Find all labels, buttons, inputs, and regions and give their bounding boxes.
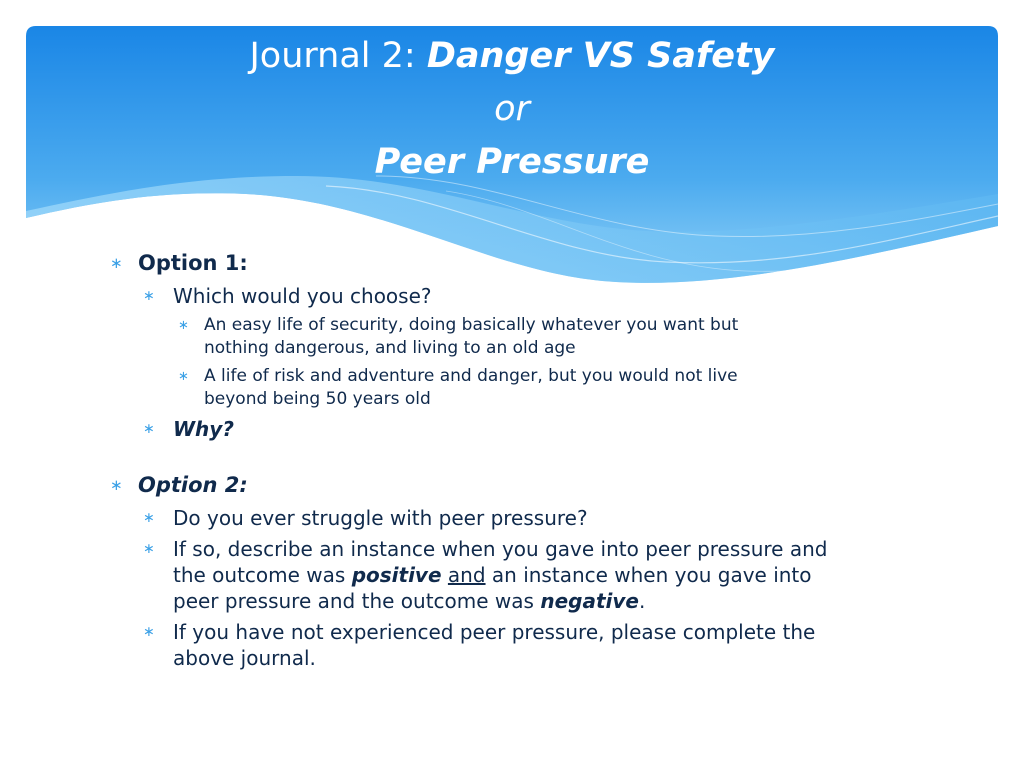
bullet-asterisk-icon: ∗ (143, 288, 155, 304)
q3-line-2: above journal. (173, 646, 316, 670)
choice-a-line-2: nothing dangerous, and living to an old age (204, 338, 576, 358)
title-line-1 (26, 30, 998, 83)
choice-b-line-2: beyond being 50 years old (204, 389, 431, 409)
bullet-asterisk-icon: ∗ (143, 421, 155, 437)
bullet-asterisk-icon: ∗ (110, 476, 123, 494)
why-text: Why? (173, 417, 234, 441)
q2-period: . (638, 589, 646, 613)
title-prefix: Journal 2: (249, 36, 427, 76)
bullet-asterisk-icon: ∗ (143, 624, 155, 640)
option-1-choice-a (108, 314, 928, 360)
title-main: Danger VS Safety (426, 36, 775, 76)
bullet-asterisk-icon: ∗ (178, 318, 189, 333)
choice-b-line-1: A life of risk and adventure and danger, but you would not live (204, 366, 738, 386)
title-or: or (494, 89, 530, 129)
q2-line-2a: the outcome was (173, 563, 352, 587)
option-2-question-3 (108, 619, 928, 671)
option-2-label: Option 2: (138, 473, 248, 497)
option-1-choice-b (108, 365, 928, 411)
spacer (108, 442, 928, 470)
q2-negative: negative (540, 589, 639, 613)
option-2-q1-text: Do you ever struggle with peer pressure? (173, 506, 588, 530)
q2-and: and (447, 563, 486, 587)
option-2 (108, 470, 928, 500)
option-1-question-text: Which would you choose? (173, 284, 432, 308)
q2-line-2b: an instance when you gave into (485, 563, 812, 587)
title-subtitle: Peer Pressure (374, 142, 650, 182)
q3-line-1: If you have not experienced peer pressure, please complete the (173, 620, 816, 644)
option-1-why (108, 416, 928, 442)
bullet-asterisk-icon: ∗ (143, 541, 155, 557)
bullet-asterisk-icon: ∗ (143, 510, 155, 526)
option-1 (108, 248, 928, 278)
q2-line-1: If so, describe an instance when you gave into peer pressure and (173, 537, 828, 561)
q2-positive: positive (351, 563, 442, 587)
option-1-question (108, 283, 928, 309)
slide-title (26, 30, 998, 189)
option-1-label: Option 1: (138, 251, 248, 275)
bullet-asterisk-icon: ∗ (110, 254, 123, 272)
option-2-question-2 (108, 536, 928, 614)
q2-line-3a: peer pressure and the outcome was (173, 589, 541, 613)
option-2-question-1 (108, 505, 928, 531)
choice-a-line-1: An easy life of security, doing basically whatever you want but (204, 315, 739, 335)
slide-body (108, 248, 928, 671)
bullet-asterisk-icon: ∗ (178, 369, 189, 384)
